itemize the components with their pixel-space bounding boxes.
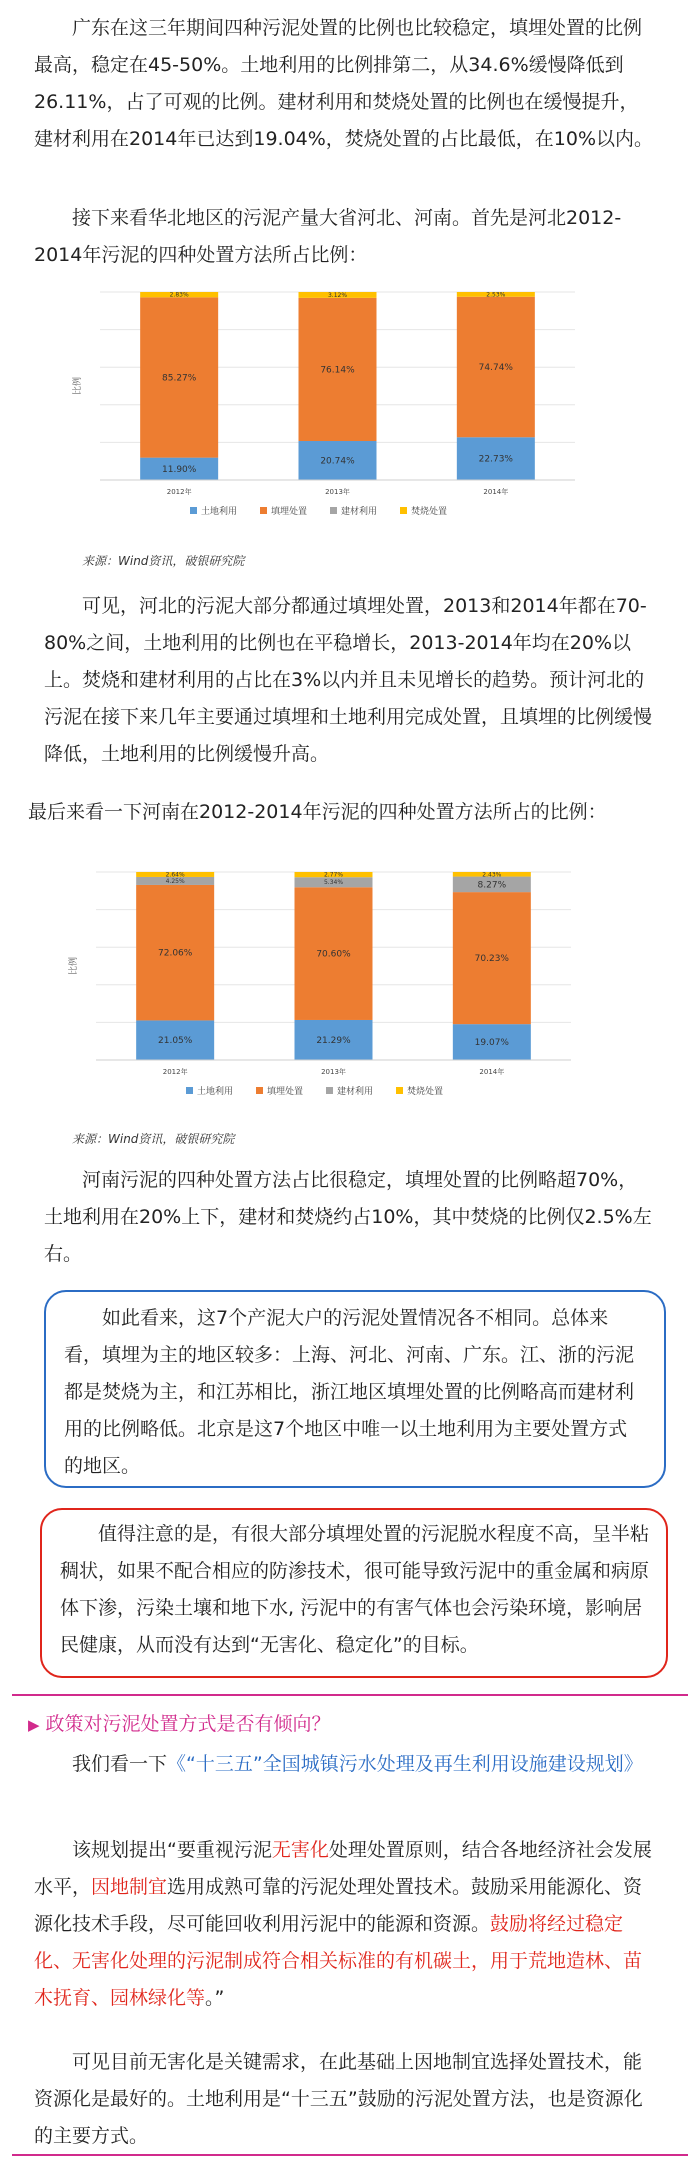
legend-swatch-焚烧处置: [396, 1087, 403, 1094]
chart-source-henan: 来源：Wind资讯，破银研究院: [72, 1132, 235, 1146]
data-label-土地利用-2014年: 19.07%: [474, 1038, 509, 1049]
section-paragraph-plan: [34, 1746, 654, 1783]
legend-label-填埋处置: 填埋处置: [271, 507, 308, 517]
summary-box-blue-text: 如此看来，这7个产泥大户的污泥处置情况各不相同。总体来看，填埋为主的地区较多：上海、河北、河南、广东。江、浙的污泥都是焚烧为主，和江苏相比，浙江地区填埋处置的比例略高而建材利用的比例略低。北京是这7个地区中唯一以土地利用为主要处置方式的地区。: [64, 1307, 635, 1477]
legend-label-建材利用: 建材利用: [341, 507, 378, 517]
quote-part-a: 该规划提出“要重视污泥: [72, 1839, 272, 1861]
legend-label-焚烧处置: 焚烧处置: [407, 1087, 444, 1097]
legend-swatch-土地利用: [186, 1087, 193, 1094]
legend-swatch-焚烧处置: [400, 507, 407, 514]
data-label-土地利用-2013年: 21.29%: [316, 1035, 351, 1046]
legend-label-土地利用: 土地利用: [201, 507, 238, 517]
summary-box-blue: [44, 1290, 666, 1488]
data-label-填埋处置-2012年: 85.27%: [162, 373, 197, 384]
chart-source-hebei: 来源：Wind资讯，破银研究院: [82, 554, 245, 568]
legend-label-填埋处置: 填埋处置: [267, 1087, 304, 1097]
x-tick-label: 2014年: [483, 488, 509, 496]
plan-intro-text: 我们看一下: [72, 1753, 168, 1775]
quote-highlight-harmless: 无害化: [271, 1839, 329, 1861]
quote-part-c: 处理处置原则，结合各地经济社会发展水平，: [34, 1839, 652, 1898]
legend-swatch-建材利用: [326, 1087, 333, 1094]
y-axis-label: 比例: [69, 956, 79, 976]
section-heading-text: 政策对污泥处置方式是否有倾向？: [45, 1713, 331, 1735]
paragraph-guangdong: 广东在这三年期间四种污泥处置的比例也比较稳定，填埋处置的比例最高，稳定在45-50%。土地利用的比例排第二，从34.6%缓慢降低到26.11%，占了可观的比例。建材利用和焚烧处置的比例也在缓慢提升，建材利用在2014年已达到19.04%，焚烧处置的占比最低，在10%以内。: [34, 17, 654, 150]
triangle-bullet-icon: ▶: [28, 1716, 40, 1734]
data-label-焚烧处置-2013年: 2.77%: [323, 871, 344, 879]
plan-title-link[interactable]: 《“十三五”全国城镇污水处理及再生利用设施建设规划》: [167, 1753, 643, 1775]
data-label-土地利用-2012年: 11.90%: [162, 464, 197, 475]
data-label-建材利用-2013年: 5.34%: [323, 879, 344, 887]
x-tick-label: 2012年: [162, 1068, 188, 1076]
section-divider-bottom: [12, 2154, 688, 2156]
y-axis-label: 比例: [73, 376, 83, 396]
hebei-stacked-bar-chart: [70, 280, 590, 545]
data-label-焚烧处置-2012年: 2.83%: [169, 291, 189, 299]
section-paragraph-conclusion: 可见目前无害化是关键需求，在此基础上因地制宜选择处置技术，能资源化是最好的。土地利用是“十三五”鼓励的污泥处置方法，也是资源化的主要方式。: [34, 2051, 643, 2147]
data-label-建材利用-2014年: 8.27%: [477, 880, 507, 891]
legend-swatch-建材利用: [330, 507, 337, 514]
x-tick-label: 2013年: [325, 488, 350, 496]
henan-stacked-bar-chart: [66, 860, 586, 1125]
section-divider-top: [12, 1694, 688, 1696]
data-label-土地利用-2013年: 20.74%: [320, 456, 355, 467]
legend-label-建材利用: 建材利用: [337, 1087, 374, 1097]
quote-part-g: 。”: [205, 1987, 225, 2009]
data-label-填埋处置-2014年: 70.23%: [474, 954, 509, 965]
paragraph-hebei-analysis: 可见，河北的污泥大部分都通过填埋处置，2013和2014年都在70-80%之间，土地利用的比例也在平稳增长，2013-2014年均在20%以上。焚烧和建材利用的占比在3%以内并且未见增长的趋势。预计河北的污泥在接下来几年主要通过填埋和土地利用完成处置，且填埋的比例缓慢降低，土地利用的比例缓慢升高。: [44, 595, 653, 765]
data-label-土地利用-2014年: 22.73%: [478, 454, 513, 465]
data-label-焚烧处置-2013年: 3.12%: [327, 291, 348, 299]
legend-swatch-填埋处置: [260, 507, 267, 514]
legend-swatch-填埋处置: [256, 1087, 263, 1094]
paragraph-hebei-intro: 接下来看华北地区的污泥产量大省河北、河南。首先是河北2012-2014年污泥的四种处置方法所占比例：: [34, 207, 622, 266]
data-label-填埋处置-2012年: 72.06%: [158, 948, 193, 959]
warning-box-red: [40, 1508, 668, 1678]
legend-swatch-土地利用: [190, 507, 197, 514]
legend-label-土地利用: 土地利用: [197, 1087, 234, 1097]
x-tick-label: 2014年: [479, 1068, 505, 1076]
section-paragraph-quote: [34, 1832, 654, 2017]
x-tick-label: 2012年: [166, 488, 192, 496]
data-label-填埋处置-2013年: 70.60%: [316, 949, 351, 960]
quote-highlight-local: 因地制宜: [91, 1876, 168, 1898]
data-label-焚烧处置-2014年: 2.53%: [486, 291, 506, 299]
quote-highlight-encourage: 鼓励将经过稳定化、无害化处理的污泥制成符合相关标准的有机碳土，用于荒地造林、苗木抚育、园林绿化等: [34, 1913, 643, 2009]
data-label-填埋处置-2013年: 76.14%: [320, 365, 355, 376]
paragraph-henan-intro: 最后来看一下河南在2012-2014年污泥的四种处置方法所占的比例：: [28, 801, 607, 823]
data-label-焚烧处置-2014年: 2.43%: [482, 871, 502, 879]
section-heading: [28, 1706, 648, 1744]
data-label-建材利用-2012年: 4.25%: [165, 877, 185, 885]
legend-label-焚烧处置: 焚烧处置: [411, 507, 448, 517]
quote-part-e: 选用成熟可靠的污泥处理处置技术。鼓励采用能源化、资源化技术手段，尽可能回收利用污泥中的能源和资源。: [34, 1876, 643, 1935]
data-label-土地利用-2012年: 21.05%: [158, 1036, 193, 1047]
x-tick-label: 2013年: [321, 1068, 346, 1076]
data-label-填埋处置-2014年: 74.74%: [478, 363, 513, 374]
paragraph-henan-analysis: 河南污泥的四种处置方法占比很稳定，填埋处置的比例略超70%，土地利用在20%上下，建材和焚烧约占10%，其中焚烧的比例仅2.5%左右。: [44, 1169, 652, 1265]
warning-box-red-text: 值得注意的是，有很大部分填埋处置的污泥脱水程度不高，呈半粘稠状，如果不配合相应的防渗技术，很可能导致污泥中的重金属和病原体下渗，污染土壤和地下水, 污泥中的有害气体也会污染环境，影响居民健康，从而没有达到“无害化、稳定化”的目标。: [60, 1523, 650, 1656]
data-label-焚烧处置-2012年: 2.64%: [165, 871, 185, 879]
